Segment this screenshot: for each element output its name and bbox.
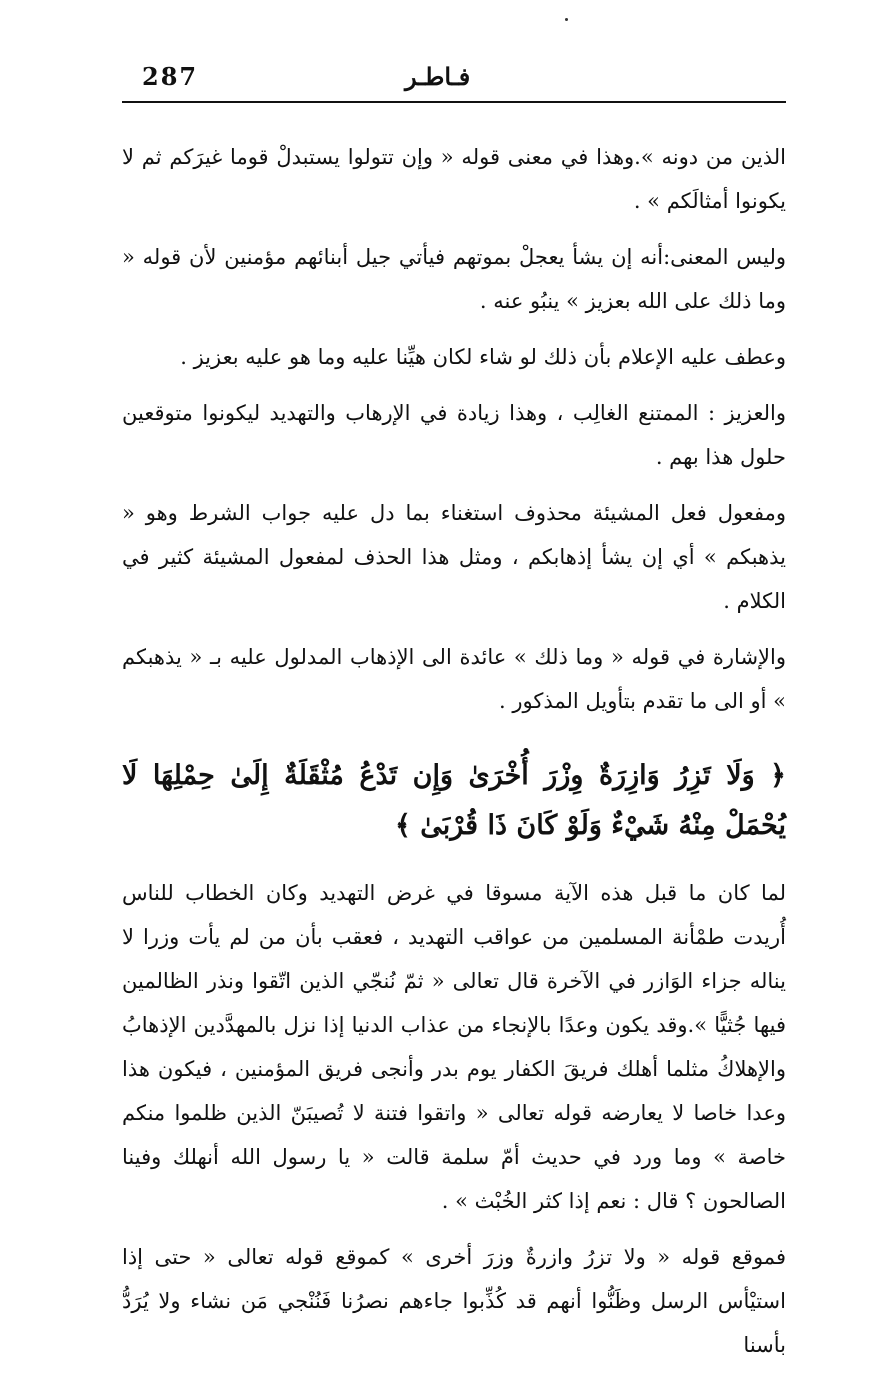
paragraph-2: وليس المعنى:أنه إن يشأ يعجلْ بموتهم فيأتي جيل أبنائهم مؤمنين لأن قوله « وما ذلك على الله بعزيز » ينبُو عنه . <box>122 245 786 313</box>
paragraph-4: والعزيز : الممتنع الغالِب ، وهذا زيادة في الإرهاب والتهديد ليكونوا متوقعين حلول هذا بهم . <box>122 401 786 469</box>
page-number: 287 <box>142 62 199 91</box>
paragraph-7: لما كان ما قبل هذه الآية مسوقا في غرض التهديد وكان الخطاب للناس أُريدت طمْأنة المسلمين من عواقب التهديد ، فعقب بأن من لم يأت وزرا لا يناله جزاء الوَازر في الآخرة قال تعالى « ثمّ نُنجّي الذين اتّقوا ونذر الظالمين فيها جُثيًّا ».وقد يكون وعدًا بالإنجاء من عذاب الدنيا إذا نزل بالمهدَّدين الإذهابُ والإهلاكُ مثلما أهلك فريقَ الكفار يوم بدر وأنجى فريق المؤمنين ، فيكون هذا وعدا خاصا لا يعارضه قوله تعالى « واتقوا فتنة لا تُصيبَنّ الذين ظلموا منكم خاصة » وما ورد في حديث أمّ سلمة قالت « يا رسول الله أنهلك وفينا الصالحون ؟ قال : نعم إذا كثر الخُبْث » . <box>122 881 786 1213</box>
paragraph-1: الذين من دونه ».وهذا في معنى قوله « وإن تتولوا يستبدلْ قوما غيرَكم ثم لا يكونوا أمثالَكم » . <box>122 145 786 213</box>
quran-verse: ﴿ وَلَا تَزِرُ وَازِرَةٌ وِزْرَ أُخْرَىٰ وَإِن تَدْعُ مُثْقَلَةٌ إِلَىٰ حِمْلِهَا لَا يُحْمَلْ مِنْهُ شَيْءٌ وَلَوْ كَانَ ذَا قُرْبَىٰ ﴾ <box>122 760 786 841</box>
page-header <box>120 62 786 100</box>
surah-title: فـاطـر <box>405 62 471 91</box>
page-body <box>122 135 786 1367</box>
paragraph-8: فموقع قوله « ولا تزرُ وازرةٌ وزرَ أخرى » كموقع قوله تعالى « حتى إذا استيْأس الرسل وظَنُّوا أنهم قد كُذِّبوا جاءهم نصرُنا فَنُنْجي مَن نشاء ولا يُرَدُّ بأسنا <box>122 1245 786 1357</box>
paragraph-6: والإشارة في قوله « وما ذلك » عائدة الى الإذهاب المدلول عليه بـ « يذهبكم » أو الى ما تقدم بتأويل المذكور . <box>122 645 786 713</box>
ink-dot <box>565 18 568 21</box>
header-divider <box>122 101 786 103</box>
paragraph-3: وعطف عليه الإعلام بأن ذلك لو شاء لكان هيِّنا عليه وما هو عليه بعزيز . <box>180 345 786 369</box>
paragraph-5: ومفعول فعل المشيئة محذوف استغناء بما دل عليه جواب الشرط وهو « يذهبكم » أي إن يشأ إذهابكم ، ومثل هذا الحذف لمفعول المشيئة كثير في الكلام . <box>122 501 786 613</box>
